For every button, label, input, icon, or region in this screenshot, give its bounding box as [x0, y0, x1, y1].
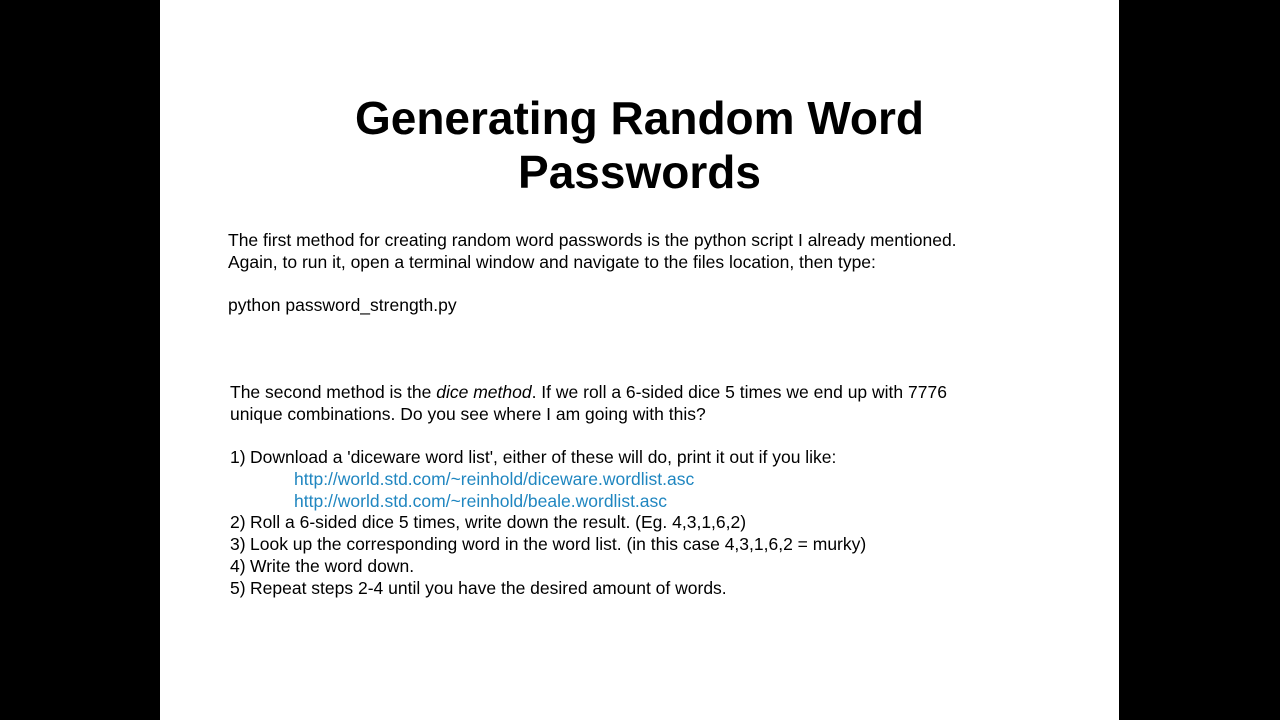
python-command: python password_strength.py	[228, 295, 457, 315]
step-4	[230, 556, 866, 578]
step-5	[230, 578, 866, 600]
dice-method-emphasis: dice method	[436, 382, 532, 402]
dice-line-1-start: The second method is the	[230, 382, 437, 402]
step-number: 3)	[230, 534, 246, 555]
step-3	[230, 534, 866, 556]
intro-line-1: The first method for creating random word passwords is the python script I already mentioned.	[228, 230, 957, 250]
beale-wordlist-link[interactable]: http://world.std.com/~reinhold/beale.wordlist.asc	[294, 490, 668, 511]
dice-line-2: unique combinations. Do you see where I am going with this?	[230, 403, 706, 424]
step-text: Repeat steps 2-4 until you have the desired amount of words.	[250, 577, 727, 598]
step-text: Look up the corresponding word in the word list. (in this case 4,3,1,6,2 = murky)	[250, 534, 867, 555]
step-2	[230, 512, 866, 534]
step-1	[230, 447, 866, 512]
intro-line-2: Again, to run it, open a terminal window and navigate to the files location, then type:	[228, 251, 876, 272]
slide-title	[160, 91, 1119, 199]
title-line-2: Passwords	[518, 146, 761, 198]
step-number: 2)	[230, 512, 246, 533]
step-number: 1)	[230, 447, 246, 467]
dice-method-paragraph	[230, 382, 947, 426]
intro-paragraph	[228, 230, 957, 274]
step-text: Write the word down.	[250, 555, 415, 576]
dice-line-1	[230, 382, 947, 404]
step-text: Roll a 6-sided dice 5 times, write down the result. (Eg. 4,3,1,6,2)	[250, 512, 747, 533]
step-text: Download a 'diceware word list', either of these will do, print it out if you like:	[250, 447, 837, 467]
steps-list	[230, 447, 866, 600]
slide	[160, 0, 1119, 720]
diceware-wordlist-link[interactable]: http://world.std.com/~reinhold/diceware.wordlist.asc	[294, 468, 695, 489]
step-number: 5)	[230, 577, 246, 598]
title-line-1: Generating Random Word	[354, 92, 925, 144]
step-number: 4)	[230, 555, 246, 576]
dice-line-1-end: . If we roll a 6-sided dice 5 times we end up with 7776	[531, 382, 947, 402]
